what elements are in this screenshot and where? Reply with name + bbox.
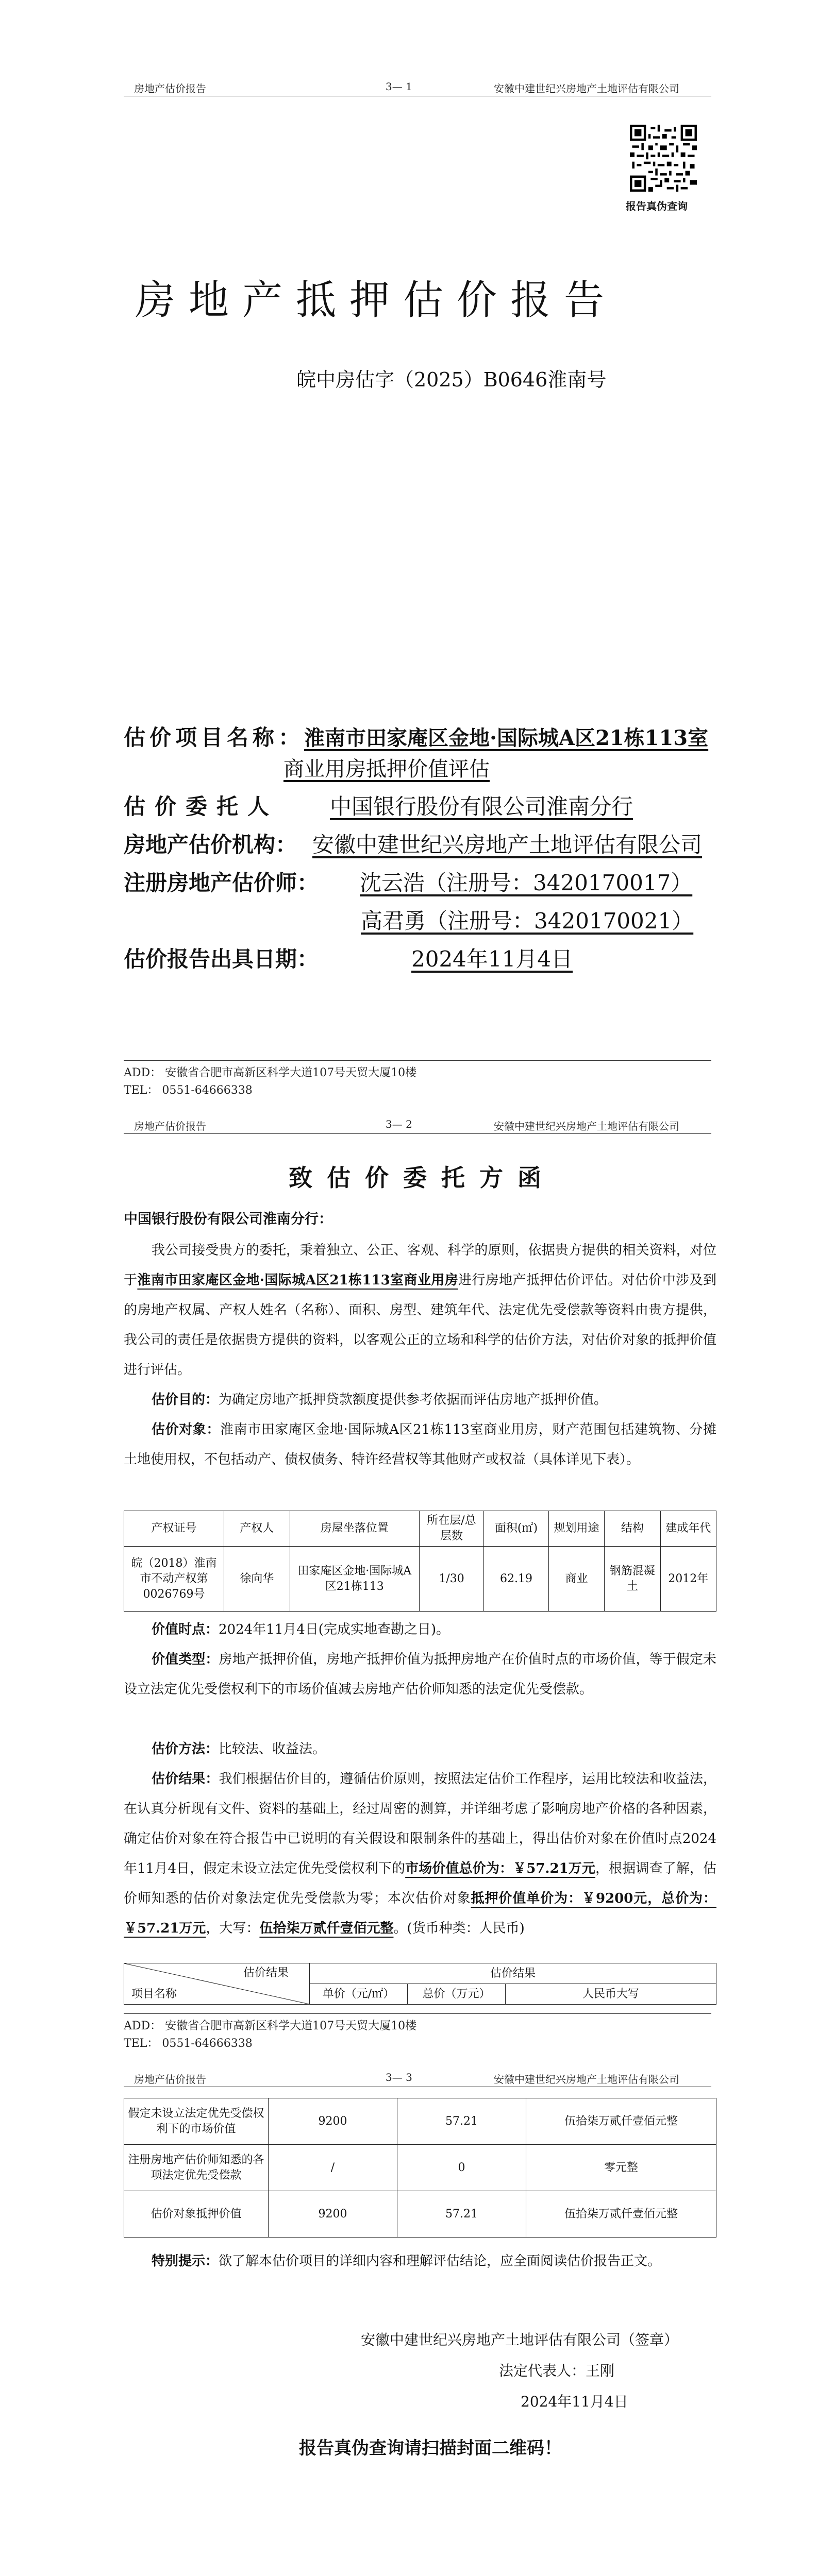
result-label: 估价结果：: [152, 1771, 219, 1787]
footer-rule: [124, 1060, 711, 1061]
intro-paragraph: [124, 1235, 716, 1385]
table-header-cell: 规划用途: [548, 1511, 604, 1547]
table-header-cell: 产权证号: [124, 1511, 224, 1547]
total-price-header: 总价（万元）: [408, 1984, 506, 2005]
table-header-cell: 面积(㎡): [484, 1511, 549, 1547]
table-cell: /: [269, 2145, 397, 2191]
header-rule: [124, 1133, 711, 1134]
table-cell: 注册房地产估价师知悉的各项法定优先受偿款: [124, 2145, 269, 2191]
project-name-value-2: 商业用房抵押价值评估: [283, 757, 490, 781]
table-cell: 钢筋混凝土: [605, 1547, 660, 1612]
result-table-header: [124, 1963, 716, 2005]
purpose-text: 为确定房地产抵押贷款额度提供参考依据而评估房地产抵押价值。: [219, 1392, 608, 1408]
table-row: [124, 2098, 716, 2145]
agency-value: 安徽中建世纪兴房地产土地评估有限公司: [312, 832, 703, 857]
special-tip-paragraph: [124, 2246, 716, 2276]
qr-code-icon[interactable]: [630, 125, 697, 192]
result-header: 估价结果: [310, 1963, 716, 1984]
header-page-number: 3— 2: [386, 1118, 412, 1130]
result-text-c: ，根据调查了解，估价师知悉的估价对象法定优先受偿款为零；本次估价对象: [124, 1861, 716, 1906]
table-cell: 1/30: [419, 1547, 484, 1612]
table-cell: 皖（2018）淮南市不动产权第0026769号: [124, 1547, 224, 1612]
header-left: 房地产估价报告: [134, 1120, 206, 1132]
intro-text-c: 进行房地产抵押估价评估。对估价中涉及到的房地产权属、产权人姓名（名称）、面积、房型、建筑年代、法定优先受偿款等资料由贵方提供，我公司的责任是依据贵方提供的资料，以客观公正的立场和科学的估价方法，对估价对象的抵押价值进行评估。: [124, 1273, 716, 1378]
table-header-cell: 产权人: [224, 1511, 290, 1547]
table-cell: 0: [397, 2145, 526, 2191]
footer-address: ADD： 安徽省合肥市高新区科学大道107号天贸大厦10楼: [124, 1066, 417, 1079]
intro-text-a: 我公司接受贵方的委托，秉着独立、公正、客观、科学的原则，依据贵方提供的相关资料，对位于: [124, 1243, 716, 1288]
result-mortgage-value: 抵押价值单价为：￥9200元，总价为：￥57.21万元: [124, 1891, 716, 1936]
client-label: 估价委托人: [124, 794, 279, 819]
table-row: [124, 1547, 716, 1612]
property-table: [124, 1511, 716, 1612]
appraiser-row-1: [124, 869, 693, 897]
appraiser-2: 高君勇（注册号：3420170021）: [361, 908, 694, 934]
header-page-number: 3— 3: [386, 2071, 412, 2083]
table-cell: 徐向华: [224, 1547, 290, 1612]
client-row: [124, 792, 706, 821]
footer-address: ADD： 安徽省合肥市高新区科学大道107号天贸大厦10楼: [124, 2020, 417, 2032]
table-cell: 假定未设立法定优先受偿权利下的市场价值: [124, 2098, 269, 2145]
client-value: 中国银行股份有限公司淮南分行: [330, 794, 633, 819]
value-type-label: 价值类型：: [152, 1652, 219, 1667]
table-header-cell: 建成年代: [660, 1511, 716, 1547]
table-cell: 估价对象抵押价值: [124, 2191, 269, 2238]
footer-tel: TEL： 0551-64666338: [124, 1084, 253, 1097]
table-cell: 伍拾柒万贰仟壹佰元整: [526, 2098, 716, 2145]
footer-tel: TEL： 0551-64666338: [124, 2037, 253, 2050]
sign-date: 2024年11月4日: [521, 2393, 628, 2410]
project-name-label: 估价项目名称：: [124, 725, 305, 750]
project-name-row: [124, 723, 708, 753]
table-cell: 9200: [269, 2098, 397, 2145]
report-title: 房地产抵押估价报告: [135, 277, 618, 324]
result-paragraph: [124, 1764, 716, 1943]
table-header-cell: 所在层/总层数: [419, 1511, 484, 1547]
qr-caption: 报告真伪查询: [626, 200, 688, 212]
appraiser-1: 沈云浩（注册号：3420170017）: [360, 870, 693, 895]
diagonal-header-cell: [124, 1963, 310, 2005]
table-header-row: [124, 1511, 716, 1547]
table-header-cell: 房屋坐落位置: [290, 1511, 419, 1547]
letter-title: 致估价委托方函: [289, 1164, 556, 1192]
value-date-label: 价值时点：: [152, 1622, 219, 1637]
result-market-value: 市场价值总价为：￥57.21万元: [405, 1861, 596, 1876]
result-table: [124, 2098, 716, 2238]
value-date-text: 2024年11月4日(完成实地查勘之日)。: [219, 1622, 450, 1637]
purpose-label: 估价目的：: [152, 1392, 219, 1408]
table-cell: 9200: [269, 2191, 397, 2238]
salutation: 中国银行股份有限公司淮南分行：: [124, 1211, 332, 1227]
verification-note: 报告真伪查询请扫描封面二维码！: [299, 2438, 562, 2459]
diag-top-label: 估价结果: [243, 1967, 289, 1979]
header-page-number: 3— 1: [386, 80, 412, 93]
table-row: [124, 2191, 716, 2238]
table-row: [124, 2145, 716, 2191]
header-left: 房地产估价报告: [134, 82, 206, 95]
table-cell: 伍拾柒万贰仟壹佰元整: [526, 2191, 716, 2238]
tip-text: 欲了解本估价项目的详细内容和理解评估结论，应全面阅读估价报告正文。: [219, 2253, 661, 2269]
header-right: 安徽中建世纪兴房地产土地评估有限公司: [494, 1120, 679, 1132]
unit-price-header: 单价（元/㎡）: [310, 1984, 408, 2005]
footer-rule: [124, 2013, 711, 2014]
capital-header: 人民币大写: [506, 1984, 716, 2005]
result-text-g: 。(货币种类：人民币): [393, 1921, 525, 1936]
table-header-cell: 结构: [605, 1511, 660, 1547]
result-text-e: ，大写：: [206, 1921, 260, 1936]
table-cell: 2012年: [660, 1547, 716, 1612]
sign-company: 安徽中建世纪兴房地产土地评估有限公司（签章）: [361, 2331, 679, 2348]
sign-representative: 法定代表人：王刚: [499, 2362, 615, 2379]
appraiser-label: 注册房地产估价师：: [124, 870, 319, 895]
diag-bottom-label: 项目名称: [131, 1988, 177, 2001]
date-row: [124, 945, 638, 974]
purpose-paragraph: [124, 1385, 716, 1415]
method-paragraph: [124, 1734, 716, 1764]
object-label: 估价对象：: [152, 1422, 221, 1437]
tip-label: 特别提示：: [152, 2253, 219, 2269]
object-text: 淮南市田家庵区金地·国际城A区21栋113室商业用房，财产范围包括建筑物、分摊土地使用权，不包括动产、债权债务、特许经营权等其他财产或权益（具体详见下表）。: [124, 1422, 716, 1467]
project-name-value: 淮南市田家庵区金地·国际城A区21栋113室: [304, 726, 709, 750]
object-paragraph: [124, 1415, 716, 1475]
value-type-paragraph: [124, 1645, 716, 1704]
value-date-paragraph: [124, 1615, 716, 1645]
project-name-row-2: [283, 754, 629, 784]
table-cell: 商业: [548, 1547, 604, 1612]
table-cell: 零元整: [526, 2145, 716, 2191]
document-number: 皖中房估字（2025）B0646淮南号: [296, 368, 607, 391]
agency-row: [124, 831, 702, 859]
agency-label: 房地产估价机构：: [124, 832, 297, 857]
result-capital-amount: 伍拾柒万贰仟壹佰元整: [259, 1921, 394, 1936]
table-cell: 田家庵区金地·国际城A区21栋113: [290, 1547, 419, 1612]
method-text: 比较法、收益法。: [219, 1741, 326, 1757]
header-right: 安徽中建世纪兴房地产土地评估有限公司: [494, 82, 679, 95]
intro-text-address: 淮南市田家庵区金地·国际城A区21栋113室商业用房: [137, 1273, 458, 1288]
issue-date-value: 2024年11月4日: [411, 946, 573, 972]
table-cell: 62.19: [484, 1547, 549, 1612]
issue-date-label: 估价报告出具日期：: [124, 946, 319, 972]
value-type-text: 房地产抵押价值，房地产抵押价值为抵押房地产在价值时点的市场价值，等于假定未设立法定优先受偿权利下的市场价值减去房地产估价师知悉的法定优先受偿款。: [124, 1652, 716, 1697]
result-text-a: 我们根据估价目的，遵循估价原则，按照法定估价工作程序，运用比较法和收益法，在认真分析现有文件、资料的基础上，经过周密的测算，并详细考虑了影响房地产价格的各种因素，确定估价对象在符合报告中已说明的有关假设和限制条件的基础上，得出估价对象在价值时点2024年11月4日，假定未设立法定优先受偿权利下的: [124, 1771, 716, 1876]
header-right: 安徽中建世纪兴房地产土地评估有限公司: [494, 2073, 679, 2086]
appraiser-row-2: [309, 907, 694, 936]
method-label: 估价方法：: [152, 1741, 219, 1757]
table-cell: 57.21: [397, 2191, 526, 2238]
header-left: 房地产估价报告: [134, 2073, 206, 2086]
table-cell: 57.21: [397, 2098, 526, 2145]
